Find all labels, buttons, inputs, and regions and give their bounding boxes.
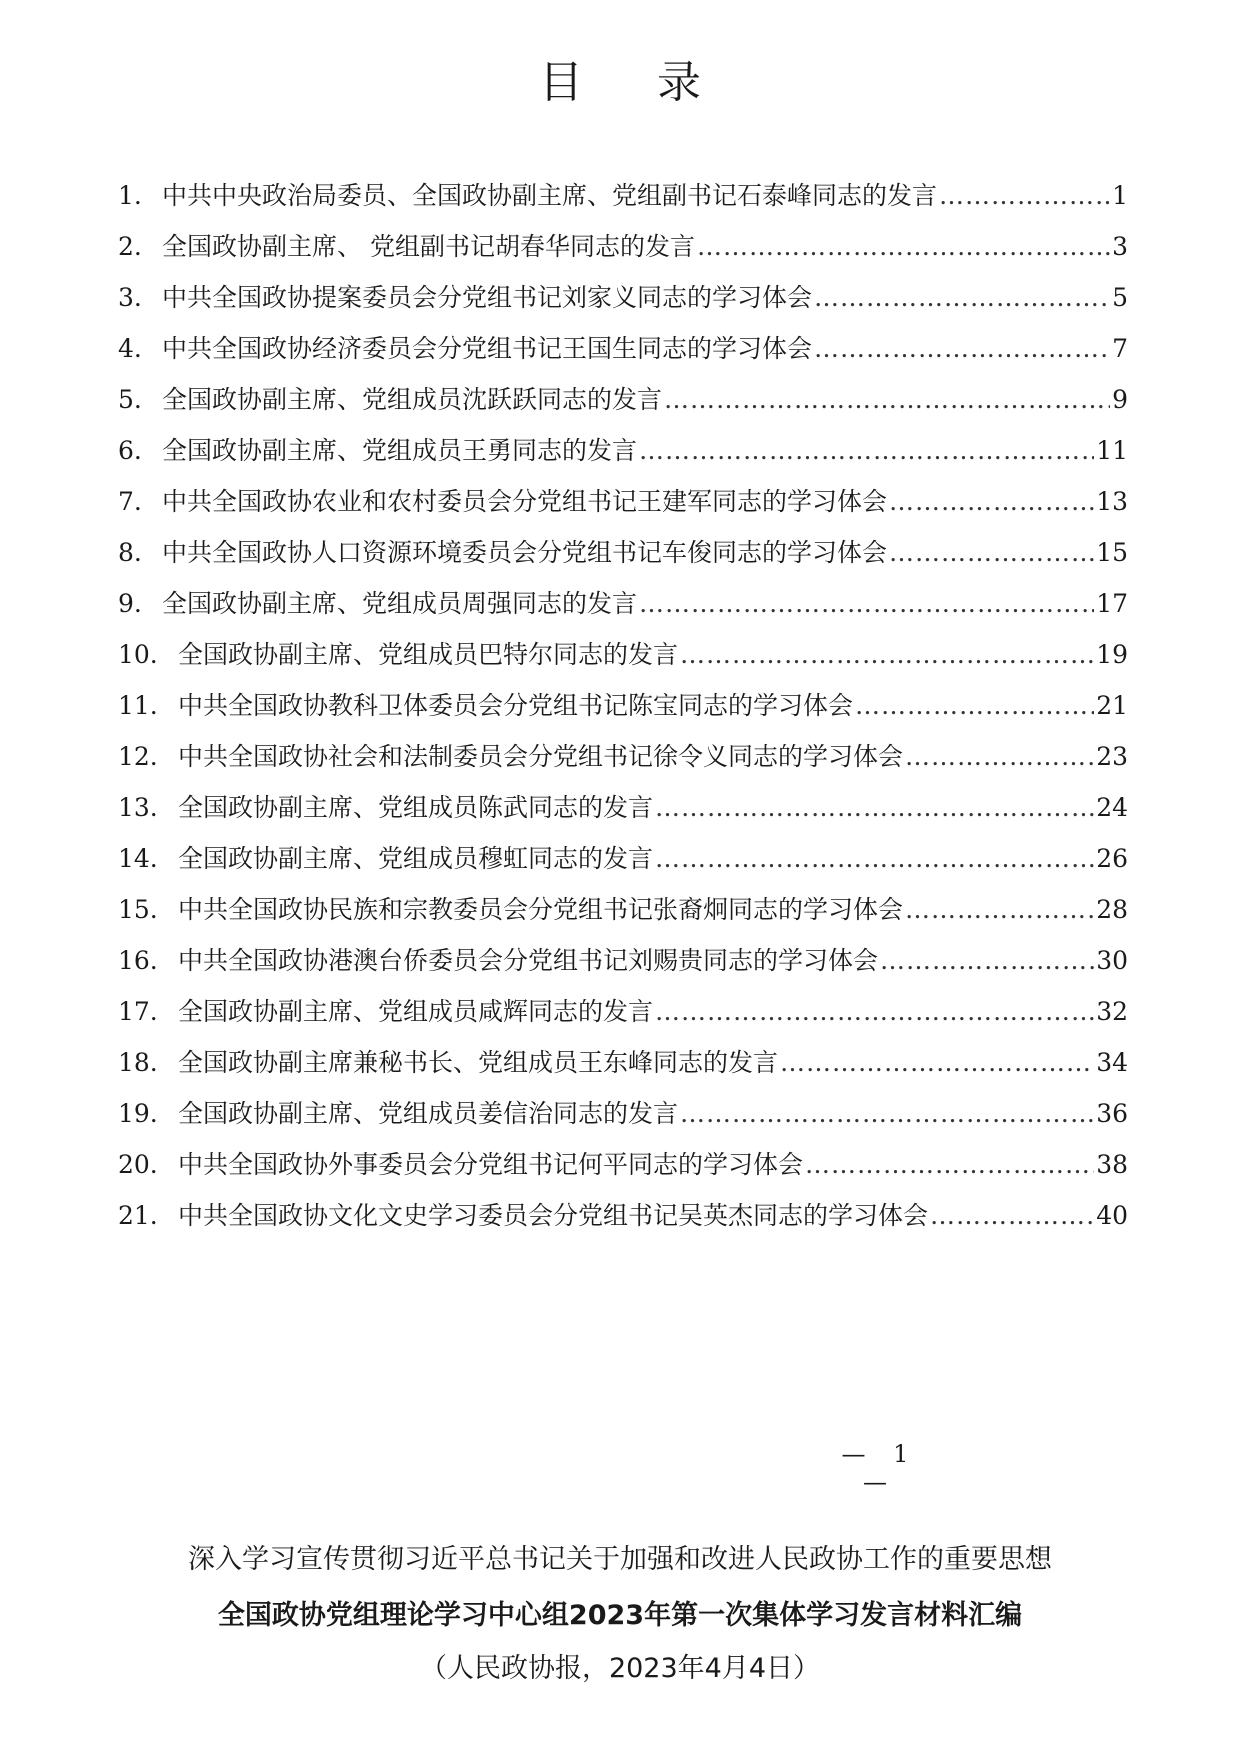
toc-entry-number: 9.	[118, 589, 142, 618]
toc-entry-page: 24	[1096, 793, 1128, 822]
toc-entry-number: 13.	[118, 793, 158, 822]
toc-entry-16[interactable]	[118, 935, 1128, 986]
toc-entry-title: 中共全国政协经济委员会分党组书记王国生同志的学习体会	[162, 334, 813, 363]
toc-entry-number: 11.	[118, 691, 158, 720]
toc-dot-leader	[814, 323, 1110, 374]
toc-entry-page: 3	[1112, 232, 1128, 261]
toc-entry-number: 19.	[118, 1099, 158, 1128]
toc-entry-page: 34	[1096, 1048, 1128, 1077]
toc-entry-number: 4.	[118, 334, 142, 363]
toc-entry-number: 14.	[118, 844, 158, 873]
toc-entry-18[interactable]	[118, 1037, 1128, 1088]
toc-entry-5[interactable]	[118, 374, 1128, 425]
toc-entry-title: 中共全国政协文化文史学习委员会分党组书记吴英杰同志的学习体会	[178, 1201, 929, 1230]
toc-dot-leader	[814, 272, 1110, 323]
toc-entry-title: 全国政协副主席、党组成员咸辉同志的发言	[178, 997, 654, 1026]
toc-entry-number: 10.	[118, 640, 158, 669]
toc-entry-page: 19	[1096, 640, 1128, 669]
toc-entry-page: 23	[1096, 742, 1128, 771]
toc-entry-title: 全国政协副主席、党组成员陈武同志的发言	[178, 793, 654, 822]
toc-entry-page: 32	[1096, 997, 1128, 1026]
toc-entry-1[interactable]	[118, 170, 1128, 221]
toc-entry-title: 全国政协副主席、党组成员周强同志的发言	[162, 589, 638, 618]
toc-dot-leader	[655, 833, 1094, 884]
toc-entry-page: 17	[1096, 589, 1128, 618]
toc-entry-13[interactable]	[118, 782, 1128, 833]
toc-entry-title: 中共全国政协教科卫体委员会分党组书记陈宝同志的学习体会	[178, 691, 854, 720]
toc-entry-19[interactable]	[118, 1088, 1128, 1139]
toc-dot-leader	[697, 221, 1110, 272]
toc-entry-page: 38	[1096, 1150, 1128, 1179]
toc-dot-leader	[639, 578, 1094, 629]
toc-entry-7[interactable]	[118, 476, 1128, 527]
toc-entry-title: 全国政协副主席、党组成员姜信治同志的发言	[178, 1099, 679, 1128]
toc-entry-page: 36	[1096, 1099, 1128, 1128]
toc-entry-6[interactable]	[118, 425, 1128, 476]
toc-entry-number: 8.	[118, 538, 142, 567]
toc-entry-15[interactable]	[118, 884, 1128, 935]
toc-entry-title: 全国政协副主席、党组成员王勇同志的发言	[162, 436, 638, 465]
toc-entry-21[interactable]	[118, 1190, 1128, 1241]
toc-entry-number: 16.	[118, 946, 158, 975]
toc-entry-page: 21	[1096, 691, 1128, 720]
toc-entry-number: 1.	[118, 181, 142, 210]
toc-entry-title: 中共全国政协民族和宗教委员会分党组书记张裔炯同志的学习体会	[178, 895, 904, 924]
toc-entry-number: 5.	[118, 385, 142, 414]
toc-entry-number: 2.	[118, 232, 142, 261]
toc-entry-title: 中共全国政协外事委员会分党组书记何平同志的学习体会	[178, 1150, 804, 1179]
toc-dot-leader	[889, 527, 1094, 578]
toc-entry-12[interactable]	[118, 731, 1128, 782]
footer-theme-line: 深入学习宣传贯彻习近平总书记关于加强和改进人民政协工作的重要思想	[188, 1544, 1052, 1575]
toc-dot-leader	[905, 884, 1094, 935]
toc-entry-number: 17.	[118, 997, 158, 1026]
toc-entry-title: 全国政协副主席、 党组副书记胡春华同志的发言	[162, 232, 695, 261]
toc-entry-number: 6.	[118, 436, 142, 465]
toc-dot-leader	[655, 986, 1094, 1037]
toc-entry-number: 3.	[118, 283, 142, 312]
toc-entry-page: 13	[1096, 487, 1128, 516]
toc-entry-number: 18.	[118, 1048, 158, 1077]
toc-entry-20[interactable]	[118, 1139, 1128, 1190]
page-number: — 1 —	[841, 1440, 919, 1496]
toc-entry-title: 中共全国政协农业和农村委员会分党组书记王建军同志的学习体会	[162, 487, 888, 516]
toc-entry-page: 9	[1112, 385, 1128, 414]
toc-dot-leader	[655, 782, 1094, 833]
footer-collection-title: 全国政协党组理论学习中心组2023年第一次集体学习发言材料汇编	[217, 1600, 1023, 1631]
toc-entry-number: 12.	[118, 742, 158, 771]
toc-entry-title: 全国政协副主席、党组成员沈跃跃同志的发言	[162, 385, 663, 414]
toc-entry-page: 28	[1096, 895, 1128, 924]
toc-dot-leader	[805, 1139, 1094, 1190]
toc-entry-title: 中共全国政协提案委员会分党组书记刘家义同志的学习体会	[162, 283, 813, 312]
toc-entry-3[interactable]	[118, 272, 1128, 323]
toc-entry-page: 5	[1112, 283, 1128, 312]
toc-entry-title: 中共全国政协社会和法制委员会分党组书记徐令义同志的学习体会	[178, 742, 904, 771]
toc-dot-leader	[855, 680, 1094, 731]
toc-dot-leader	[889, 476, 1094, 527]
toc-entry-17[interactable]	[118, 986, 1128, 1037]
toc-entry-number: 21.	[118, 1201, 158, 1230]
toc-dot-leader	[639, 425, 1094, 476]
toc-entry-title: 中共全国政协人口资源环境委员会分党组书记车俊同志的学习体会	[162, 538, 888, 567]
toc-dot-leader	[880, 935, 1094, 986]
toc-entry-title: 中共全国政协港澳台侨委员会分党组书记刘赐贵同志的学习体会	[178, 946, 879, 975]
toc-entry-number: 15.	[118, 895, 158, 924]
toc-entry-page: 7	[1112, 334, 1128, 363]
toc-entry-page: 11	[1096, 436, 1128, 465]
toc-entry-page: 1	[1112, 181, 1128, 210]
page-title: 目 录	[539, 57, 731, 108]
toc-entry-title: 全国政协副主席、党组成员穆虹同志的发言	[178, 844, 654, 873]
toc-entry-8[interactable]	[118, 527, 1128, 578]
toc-entry-page: 26	[1096, 844, 1128, 873]
toc-dot-leader	[680, 629, 1094, 680]
toc-entry-9[interactable]	[118, 578, 1128, 629]
toc-entry-2[interactable]	[118, 221, 1128, 272]
toc-dot-leader	[930, 1190, 1094, 1241]
table-of-contents	[118, 170, 1128, 1241]
toc-entry-page: 30	[1096, 946, 1128, 975]
toc-dot-leader	[905, 731, 1094, 782]
toc-entry-page: 40	[1096, 1201, 1128, 1230]
toc-entry-4[interactable]	[118, 323, 1128, 374]
toc-dot-leader	[680, 1088, 1094, 1139]
toc-dot-leader	[939, 170, 1110, 221]
toc-entry-10[interactable]	[118, 629, 1128, 680]
toc-entry-14[interactable]	[118, 833, 1128, 884]
toc-entry-number: 20.	[118, 1150, 158, 1179]
toc-entry-title: 中共中央政治局委员、全国政协副主席、党组副书记石泰峰同志的发言	[162, 181, 938, 210]
toc-dot-leader	[780, 1037, 1094, 1088]
toc-entry-title: 全国政协副主席、党组成员巴特尔同志的发言	[178, 640, 679, 669]
toc-entry-11[interactable]	[118, 680, 1128, 731]
toc-entry-number: 7.	[118, 487, 142, 516]
toc-dot-leader	[664, 374, 1110, 425]
footer-source-date: （人民政协报，2023年4月4日）	[419, 1653, 821, 1684]
toc-entry-page: 15	[1096, 538, 1128, 567]
toc-entry-title: 全国政协副主席兼秘书长、党组成员王东峰同志的发言	[178, 1048, 779, 1077]
